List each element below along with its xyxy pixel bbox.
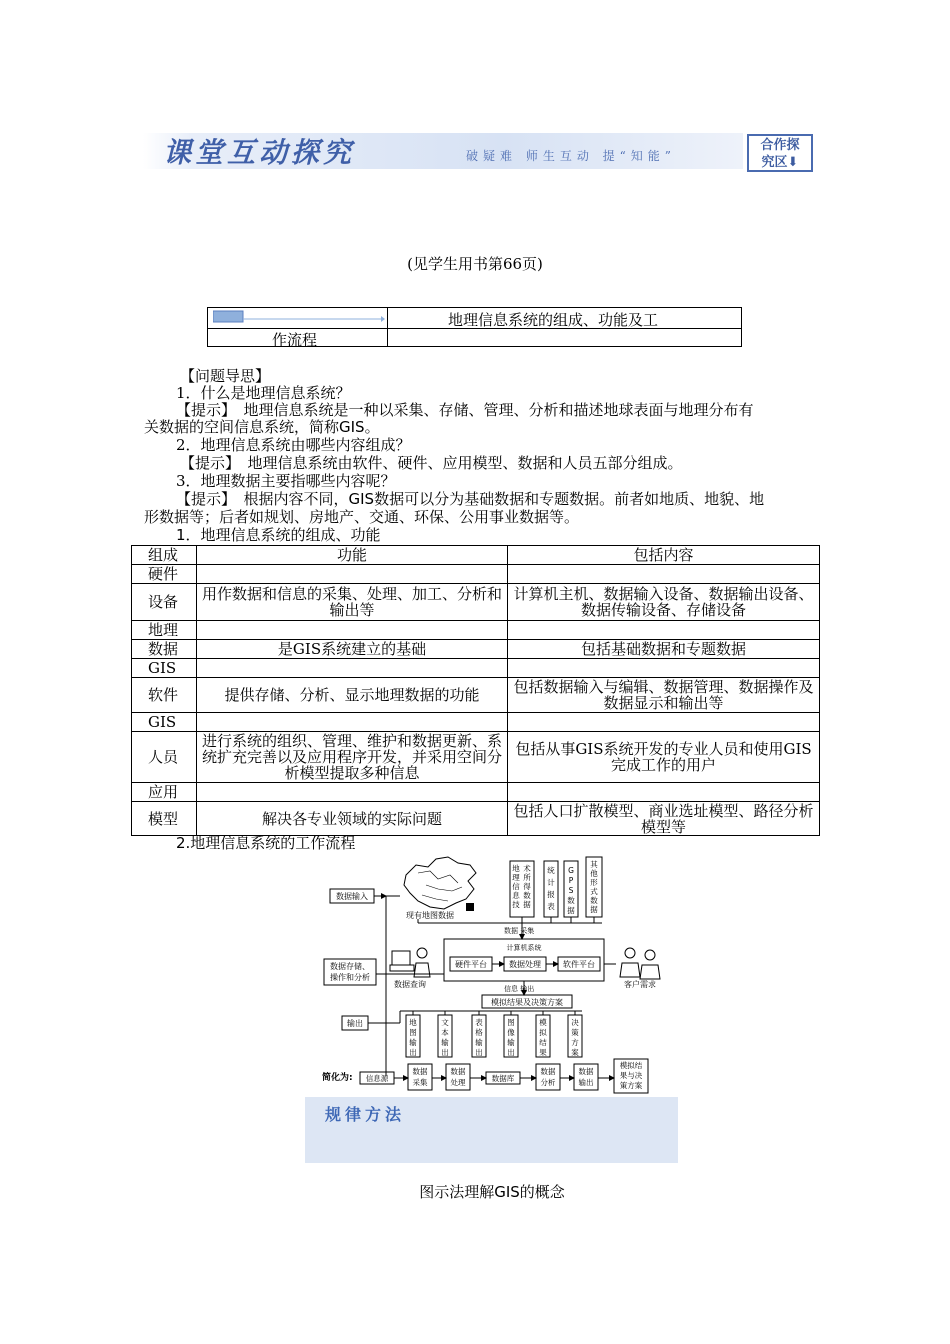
- source-1-char: 所: [523, 873, 531, 882]
- table-header-row: [132, 546, 820, 565]
- source-3-char: 数: [567, 896, 575, 905]
- table-cell: [508, 621, 820, 640]
- source-4-char: 其: [590, 860, 598, 869]
- source-3-char: 据: [567, 906, 575, 915]
- table-cell: [197, 659, 508, 678]
- output-1-char: 输: [409, 1038, 417, 1047]
- computer-user-icon: [390, 948, 430, 977]
- question-2: 2．地理信息系统由哪些内容组成？: [176, 436, 411, 454]
- banner-badge: [747, 134, 813, 172]
- section-tag-icon: [213, 310, 385, 324]
- table-row: [132, 678, 820, 713]
- data-input-label: 数据输入: [336, 892, 368, 901]
- output-3-char: 格: [475, 1028, 483, 1037]
- chain-result-1: 模拟结: [619, 1061, 643, 1070]
- source-2-char: 统: [547, 866, 555, 875]
- table-cell: 包括从事GIS系统开发的专业人员和使用GIS完成工作的用户: [508, 732, 820, 783]
- header-cell: 包括内容: [508, 546, 820, 565]
- table-row: [132, 621, 820, 640]
- hardware-platform: 硬件平台: [455, 960, 487, 969]
- table-cell: [197, 621, 508, 640]
- banner-subtitle: 破疑难 师生互动 提“知能”: [466, 149, 676, 163]
- output-4-char: 出: [507, 1048, 515, 1057]
- rule-method-title: 规律方法: [325, 1105, 406, 1124]
- source-1-char: 得: [523, 882, 531, 891]
- table-cell: [508, 659, 820, 678]
- china-map-icon: [404, 857, 476, 911]
- table-cell: 包括基础数据和专题数据: [508, 640, 820, 659]
- question-3: 3．地理数据主要指哪些内容呢？: [176, 472, 396, 490]
- source-1-char: 息: [512, 891, 520, 900]
- table-cell: 提供存储、分析、显示地理数据的功能: [197, 678, 508, 713]
- table-cell: 数据: [132, 640, 197, 659]
- output-1-char: 图: [409, 1028, 417, 1037]
- chain-output-2: 输出: [578, 1078, 594, 1087]
- table-cell: 计算机主机、数据输入设备、数据输出设备、数据传输设备、存储设备: [508, 584, 820, 621]
- section-title: 地理信息系统的组成、功能及工: [448, 311, 659, 329]
- workflow-heading: 2.地理信息系统的工作流程: [176, 834, 356, 852]
- table-cell: 包括人口扩散模型、商业选址模型、路径分析模型等: [508, 802, 820, 836]
- model-results-box: 模拟结果及决策方案: [491, 998, 563, 1007]
- chain-collect-2: 采集: [412, 1078, 428, 1087]
- chain-info-source: 信息源: [365, 1074, 389, 1083]
- table-heading: 1．地理信息系统的组成、功能: [176, 526, 381, 544]
- output-4-char: 图: [507, 1018, 515, 1027]
- source-3-char: S: [568, 886, 574, 895]
- data-processing: 数据处理: [509, 960, 541, 969]
- source-1-char: 术: [523, 864, 531, 873]
- output-3-char: 表: [475, 1018, 483, 1027]
- table-cell: [197, 783, 508, 802]
- gis-components-table: [131, 545, 820, 836]
- table-cell: [197, 565, 508, 584]
- output-2-char: 出: [441, 1048, 449, 1057]
- source-4-char: 形: [590, 878, 598, 887]
- table-row: [132, 640, 820, 659]
- chain-collect-1: 数据: [412, 1067, 428, 1076]
- table-row: [132, 732, 820, 783]
- table-cell: 地理: [132, 621, 197, 640]
- output-6-char: 策: [571, 1028, 579, 1037]
- question-1: 1．什么是地理信息系统？: [176, 384, 351, 402]
- badge-line-2: 究区⬇: [761, 155, 799, 170]
- output-label: 输出: [347, 1019, 363, 1028]
- customer-icon: [620, 948, 660, 979]
- output-5-char: 果: [539, 1048, 547, 1057]
- source-1-char: 理: [512, 873, 520, 882]
- output-5-char: 拟: [539, 1028, 547, 1037]
- answer-1-line-1: 【提示】 地理信息系统是一种以采集、存储、管理、分析和描述地球表面与地理分布有: [176, 401, 754, 419]
- chain-process-2: 处理: [450, 1078, 466, 1087]
- table-cell: 硬件: [132, 565, 197, 584]
- chain-process-1: 数据: [450, 1067, 466, 1076]
- table-cell: 包括数据输入与编辑、数据管理、数据操作及数据显示和输出等: [508, 678, 820, 713]
- output-5-char: 结: [539, 1038, 547, 1047]
- header-cell: 功能: [197, 546, 508, 565]
- answer-2: 【提示】 地理信息系统由软件、硬件、应用模型、数据和人员五部分组成。: [180, 454, 683, 472]
- chain-analysis-2: 分析: [540, 1078, 556, 1087]
- table-cell: [508, 713, 820, 732]
- source-4-char: 据: [590, 905, 598, 914]
- table-row: [132, 802, 820, 836]
- badge-line-1: 合作探: [760, 138, 800, 153]
- output-4-char: 像: [507, 1028, 515, 1037]
- source-4-char: 他: [590, 869, 598, 878]
- table-cell: 设备: [132, 584, 197, 621]
- chain-database: 数据库: [491, 1074, 515, 1083]
- chain-result-3: 策方案: [619, 1081, 643, 1090]
- output-6-char: 决: [571, 1018, 579, 1027]
- output-5-char: 模: [539, 1018, 547, 1027]
- customer-need-label: 客户需求: [624, 980, 656, 989]
- output-2-char: 本: [441, 1028, 449, 1037]
- source-1-char: 据: [523, 900, 531, 909]
- table-row: [132, 659, 820, 678]
- answer-3-line-2: 形数据等；后者如规划、房地产、交通、环保、公用事业数据等。: [144, 508, 580, 526]
- table-cell: 人员: [132, 732, 197, 783]
- table-row: [132, 713, 820, 732]
- chain-output-1: 数据: [578, 1067, 594, 1076]
- computer-system-label: 计算机系统: [506, 944, 542, 952]
- gis-workflow-diagram: [318, 853, 678, 1100]
- source-2-char: 报: [547, 890, 555, 899]
- source-3-char: G: [568, 866, 574, 875]
- output-1-char: 出: [409, 1048, 417, 1057]
- source-2-char: 计: [547, 878, 555, 887]
- banner-title: 课堂互动探究: [163, 136, 356, 169]
- section-title-continued: 作流程: [272, 331, 318, 349]
- chain-analysis-1: 数据: [540, 1067, 556, 1076]
- table-cell: [508, 783, 820, 802]
- source-4-char: 式: [590, 887, 598, 896]
- table-cell: 是GIS系统建立的基础: [197, 640, 508, 659]
- info-output-label: 信息 输出: [504, 985, 535, 993]
- simplify-label: 简化为:: [322, 1073, 353, 1083]
- figure-caption: 图示法理解GIS的概念: [419, 1183, 565, 1201]
- table-cell: 进行系统的组织、管理、维护和数据更新、系统扩充完善以及应用程序开发，并采用空间分析模型提取多种信息: [197, 732, 508, 783]
- table-cell: [508, 565, 820, 584]
- source-3-char: P: [568, 876, 574, 885]
- output-2-char: 输: [441, 1038, 449, 1047]
- output-boxes: [406, 1011, 582, 1057]
- table-cell: [197, 713, 508, 732]
- table-row: [132, 584, 820, 621]
- output-2-char: 文: [441, 1018, 449, 1027]
- map-data-label: 现有地图数据: [406, 911, 454, 920]
- source-4-char: 数: [590, 896, 598, 905]
- table-cell: 解决各专业领域的实际问题: [197, 802, 508, 836]
- output-6-char: 方: [571, 1038, 579, 1047]
- header-cell: 组成: [132, 546, 197, 565]
- table-cell: 软件: [132, 678, 197, 713]
- source-1-char: 数: [523, 891, 531, 900]
- table-cell: GIS: [132, 659, 197, 678]
- answer-3-line-1: 【提示】 根据内容不同，GIS数据可以分为基础数据和专题数据。前者如地质、地貌、地: [176, 490, 765, 508]
- table-cell: 用作数据和信息的采集、处理、加工、分析和输出等: [197, 584, 508, 621]
- software-platform: 软件平台: [563, 960, 595, 969]
- source-2-char: 表: [547, 902, 555, 911]
- source-1-col-1: 地: [512, 864, 520, 873]
- output-1-char: 地: [409, 1018, 417, 1027]
- output-4-char: 输: [507, 1038, 515, 1047]
- table-cell: GIS: [132, 713, 197, 732]
- storage-label-2: 操作和分析: [330, 973, 370, 982]
- source-1-char: 信: [512, 882, 520, 891]
- guide-heading: 【问题导思】: [180, 367, 271, 385]
- table-cell: 应用: [132, 783, 197, 802]
- collect-label: 数据 采集: [504, 927, 535, 935]
- table-cell: 模型: [132, 802, 197, 836]
- output-3-char: 出: [475, 1048, 483, 1057]
- page-reference: (见学生用书第66页): [407, 255, 543, 273]
- data-query-label: 数据查询: [394, 980, 426, 989]
- chain-result-2: 果与决: [619, 1071, 643, 1080]
- output-3-char: 输: [475, 1038, 483, 1047]
- source-1-char: 技: [512, 900, 520, 909]
- storage-label: 数据存储、: [330, 962, 370, 971]
- output-6-char: 案: [571, 1048, 579, 1057]
- answer-1-line-2: 关数据的空间信息系统，简称GIS。: [144, 418, 380, 436]
- table-row: [132, 783, 820, 802]
- table-row: [132, 565, 820, 584]
